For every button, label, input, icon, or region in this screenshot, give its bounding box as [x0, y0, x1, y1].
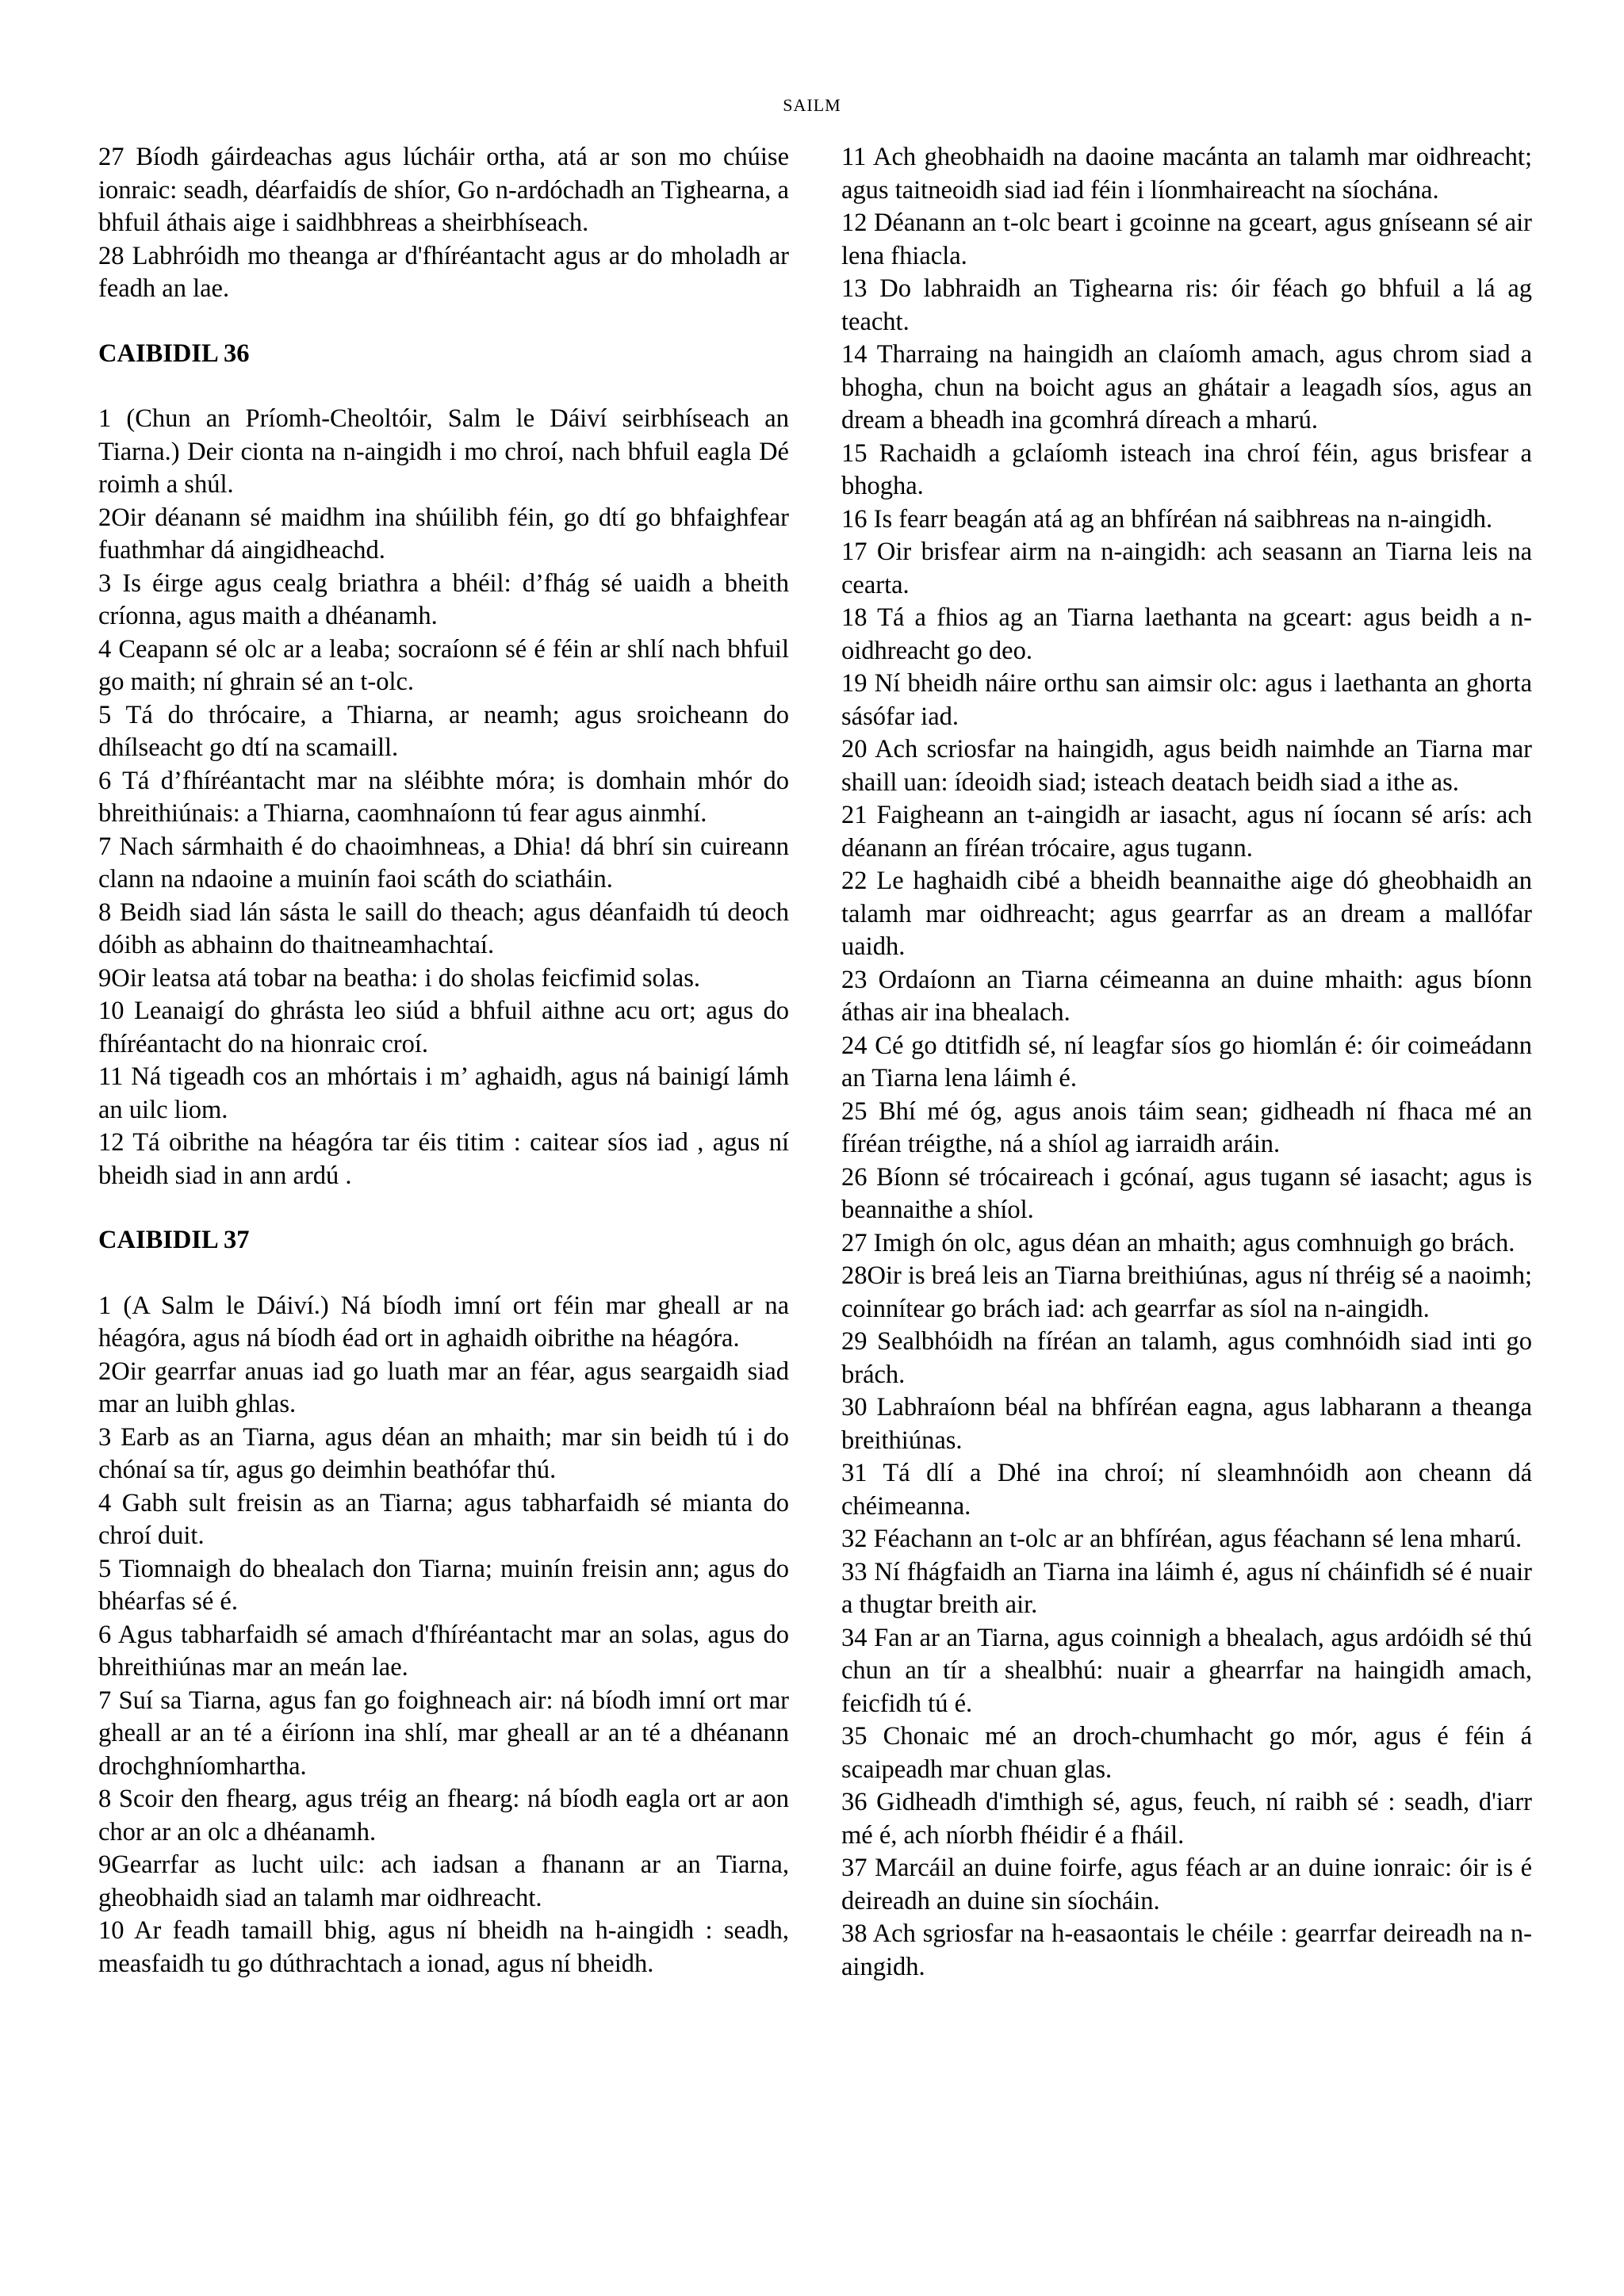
- right-column: [841, 141, 1532, 1984]
- verse-37-28: 28Oir is breá leis an Tiarna breithiúnas, agus ní thréig sé a naoimh; coinnítear go brách iad: ach gearrfar as síol na n-aingidh.: [841, 1261, 1533, 1323]
- verse-35-27: 27 Bíodh gáirdeachas agus lúcháir ortha, atá ar son mo chúise ionraic: seadh, déarfaidís de shíor, Go n-ardóchadh an Tighearna, a bhfuil áthais aige i saidhbhreas a sheirbhíseach.: [98, 143, 789, 237]
- verse-36-9: 9Oir leatsa atá tobar na beatha: i do sholas feicfimid solas.: [98, 963, 700, 993]
- verse-37-10: 10 Ar feadh tamaill bhig, agus ní bheidh na h-aingidh : seadh, measfaidh tu go dúthrachtach a ionad, agus ní bheidh.: [98, 1916, 789, 1978]
- left-column: [98, 141, 789, 1980]
- verse-37-6: 6 Agus tabharfaidh sé amach d'fhíréantacht mar an solas, agus do bhreithiúnas mar an meán lae.: [98, 1620, 789, 1682]
- verse-37-7: 7 Suí sa Tiarna, agus fan go foighneach air: ná bíodh imní ort mar gheall ar an té a éiríonn ina shlí, mar gheall ar an té a dhéanann drochghníomhartha.: [98, 1686, 789, 1781]
- verse-37-11: 11 Ach gheobhaidh na daoine macánta an talamh mar oidhreacht; agus taitneoidh siad iad féin i líonmhaireacht na síochána.: [841, 143, 1532, 205]
- verse-37-27: 27 Imigh ón olc, agus déan an mhaith; agus comhnuigh go brách.: [841, 1228, 1515, 1257]
- verse-37-16: 16 Is fearr beagán atá ag an bhfíréan ná saibhreas na n-aingidh.: [841, 504, 1493, 534]
- chapter-heading-37: CAIBIDIL 37: [98, 1226, 250, 1254]
- verse-37-35: 35 Chonaic mé an droch-chumhacht go mór, agus é féin á scaipeadh mar chuan glas.: [841, 1722, 1532, 1784]
- verse-37-32: 32 Féachann an t-olc ar an bhfíréan, agus féachann sé lena mharú.: [841, 1525, 1522, 1553]
- verse-37-29: 29 Sealbhóidh na fíréan an talamh, agus comhnóidh siad inti go brách.: [841, 1327, 1532, 1389]
- verse-37-9: 9Gearrfar as lucht uilc: ach iadsan a fhanann ar an Tiarna, gheobhaidh siad an talamh mar oidhreacht.: [98, 1850, 789, 1912]
- verse-36-3: 3 Is éirge agus cealg briathra a bhéil: d’fhág sé uaidh a bheith críonna, agus maith a dhéanamh.: [98, 568, 789, 630]
- verse-37-4: 4 Gabh sult freisin as an Tiarna; agus tabharfaidh sé mianta do chroí duit.: [98, 1488, 789, 1550]
- verse-37-2: 2Oir gearrfar anuas iad go luath mar an féar, agus seargaidh siad mar an luibh ghlas.: [98, 1357, 789, 1418]
- verse-36-1: 1 (Chun an Príomh-Cheoltóir, Salm le Dáiví seirbhíseach an Tiarna.) Deir cionta na n-aingidh i mo chroí, nach bhfuil eagla Dé roimh a shúl.: [98, 404, 789, 499]
- verse-36-5: 5 Tá do thrócaire, a Thiarna, ar neamh; agus sroicheann do dhílseacht go dtí na scamaill.: [98, 700, 789, 762]
- verse-37-21: 21 Faigheann an t-aingidh ar iasacht, agus ní íocann sé arís: ach déanann an fíréan trócaire, agus tugann.: [841, 801, 1532, 863]
- verse-37-5: 5 Tiomnaigh do bhealach don Tiarna; muinín freisin ann; agus do bhéarfas sé é.: [98, 1554, 789, 1616]
- verse-37-15: 15 Rachaidh a gclaíomh isteach ina chroí féin, agus brisfear a bhogha.: [841, 438, 1532, 500]
- verse-37-17: 17 Oir brisfear airm na n-aingidh: ach seasann an Tiarna leis na cearta.: [841, 538, 1532, 599]
- verse-36-4: 4 Ceapann sé olc ar a leaba; socraíonn sé é féin ar shlí nach bhfuil go maith; ní ghrain sé an t-olc.: [98, 634, 789, 696]
- verse-37-33: 33 Ní fhágfaidh an Tiarna ina láimh é, agus ní cháinfidh sé é nuair a thugtar breith air.: [841, 1557, 1532, 1619]
- verse-36-6: 6 Tá d’fhíréantacht mar na sléibhte móra; is domhain mhór do bhreithiúnais: a Thiarna, caomhnaíonn tú fear agus ainmhí.: [98, 766, 789, 828]
- verse-37-31: 31 Tá dlí a Dhé ina chroí; ní sleamhnóidh aon cheann dá chéimeanna.: [841, 1459, 1532, 1521]
- verse-36-7: 7 Nach sármhaith é do chaoimhneas, a Dhia! dá bhrí sin cuireann clann na ndaoine a muinín faoi scáth do sciatháin.: [98, 832, 789, 894]
- verse-37-22: 22 Le haghaidh cibé a bheidh beannaithe aige dó gheobhaidh an talamh mar oidhreacht; agus gearrfar as an dream a mallófar uaidh.: [841, 867, 1532, 961]
- verse-37-1: 1 (A Salm le Dáiví.) Ná bíodh imní ort féin mar gheall ar na héagóra, agus ná bíodh éad ort in aghaidh oibrithe na héagóra.: [98, 1291, 789, 1353]
- verse-37-12: 12 Déanann an t-olc beart i gcoinne na gceart, agus gníseann sé air lena fhiacla.: [841, 209, 1532, 270]
- verse-37-37: 37 Marcáil an duine foirfe, agus féach ar an duine ionraic: óir is é deireadh an duine sin síocháin.: [841, 1854, 1532, 1915]
- verse-36-8: 8 Beidh siad lán sásta le saill do theach; agus déanfaidh tú deoch dóibh as abhainn do thaitneamhachtaí.: [98, 897, 789, 959]
- verse-37-19: 19 Ní bheidh náire orthu san aimsir olc: agus i laethanta an ghorta sásófar iad.: [841, 669, 1532, 731]
- verse-37-13: 13 Do labhraidh an Tighearna ris: óir féach go bhfuil a lá ag teacht.: [841, 274, 1532, 336]
- verse-37-23: 23 Ordaíonn an Tiarna céimeanna an duine mhaith: agus bíonn áthas air ina bhealach.: [841, 965, 1532, 1027]
- verse-37-30: 30 Labhraíonn béal na bhfíréan eagna, agus labharann a theanga breithiúnas.: [841, 1393, 1532, 1455]
- verse-37-20: 20 Ach scriosfar na haingidh, agus beidh naimhde an Tiarna mar shaill uan: ídeoidh siad; isteach deatach beidh siad a ithe as.: [841, 735, 1532, 797]
- verse-37-14: 14 Tharraing na haingidh an claíomh amach, agus chrom siad a bhogha, chun na boicht agus an ghátair a leagadh síos, agus an dream a bheadh ina gcomhrá díreach a mharú.: [841, 340, 1532, 434]
- verse-37-25: 25 Bhí mé óg, agus anois táim sean; gidheadh ní fhaca mé an fíréan tréigthe, ná a shíol ag iarraidh aráin.: [841, 1096, 1532, 1158]
- verse-37-24: 24 Cé go dtitfidh sé, ní leagfar síos go hiomlán é: óir coimeádann an Tiarna lena láimh é.: [841, 1031, 1532, 1093]
- verse-37-3: 3 Earb as an Tiarna, agus déan an mhaith; mar sin beidh tú i do chónaí sa tír, agus go deimhin beathófar thú.: [98, 1422, 789, 1484]
- verse-37-38: 38 Ach sgriosfar na h-easaontais le chéile : gearrfar deireadh na n-aingidh.: [841, 1919, 1532, 1981]
- verse-37-18: 18 Tá a fhios ag an Tiarna laethanta na gceart: agus beidh a n-oidhreacht go deo.: [841, 603, 1532, 665]
- verse-37-26: 26 Bíonn sé trócaireach i gcónaí, agus tugann sé iasacht; agus is beannaithe a shíol.: [841, 1162, 1532, 1224]
- verse-36-11: 11 Ná tigeadh cos an mhórtais i m’ aghaidh, agus ná bainigí lámh an uilc liom.: [98, 1062, 789, 1124]
- verse-36-10: 10 Leanaigí do ghrásta leo siúd a bhfuil aithne acu ort; agus do fhíréantacht do na hionraic croí.: [98, 997, 789, 1058]
- verse-37-8: 8 Scoir den fhearg, agus tréig an fhearg: ná bíodh eagla ort ar aon chor ar an olc a dhéanamh.: [98, 1785, 789, 1846]
- chapter-heading-36: CAIBIDIL 36: [98, 339, 250, 368]
- verse-36-2: 2Oir déanann sé maidhm ina shúilibh féin, go dtí go bhfaighfear fuathmhar dá aingidheachd.: [98, 503, 789, 564]
- verse-37-34: 34 Fan ar an Tiarna, agus coinnigh a bhealach, agus ardóidh sé thú chun an tír a shealbhú: nuair a ghearrfar na haingidh amach, feicfidh tú é.: [841, 1623, 1532, 1718]
- verse-35-28: 28 Labhróidh mo theanga ar d'fhíréantacht agus ar do mholadh ar feadh an lae.: [98, 241, 789, 303]
- verse-36-12: 12 Tá oibrithe na héagóra tar éis titim : caitear síos iad , agus ní bheidh siad in ann ardú .: [98, 1128, 789, 1190]
- verse-37-36: 36 Gidheadh d'imthigh sé, agus, feuch, ní raibh sé : seadh, d'iarr mé é, ach níorbh fhéidir é a fháil.: [841, 1788, 1532, 1850]
- running-header: SAILM: [783, 95, 841, 115]
